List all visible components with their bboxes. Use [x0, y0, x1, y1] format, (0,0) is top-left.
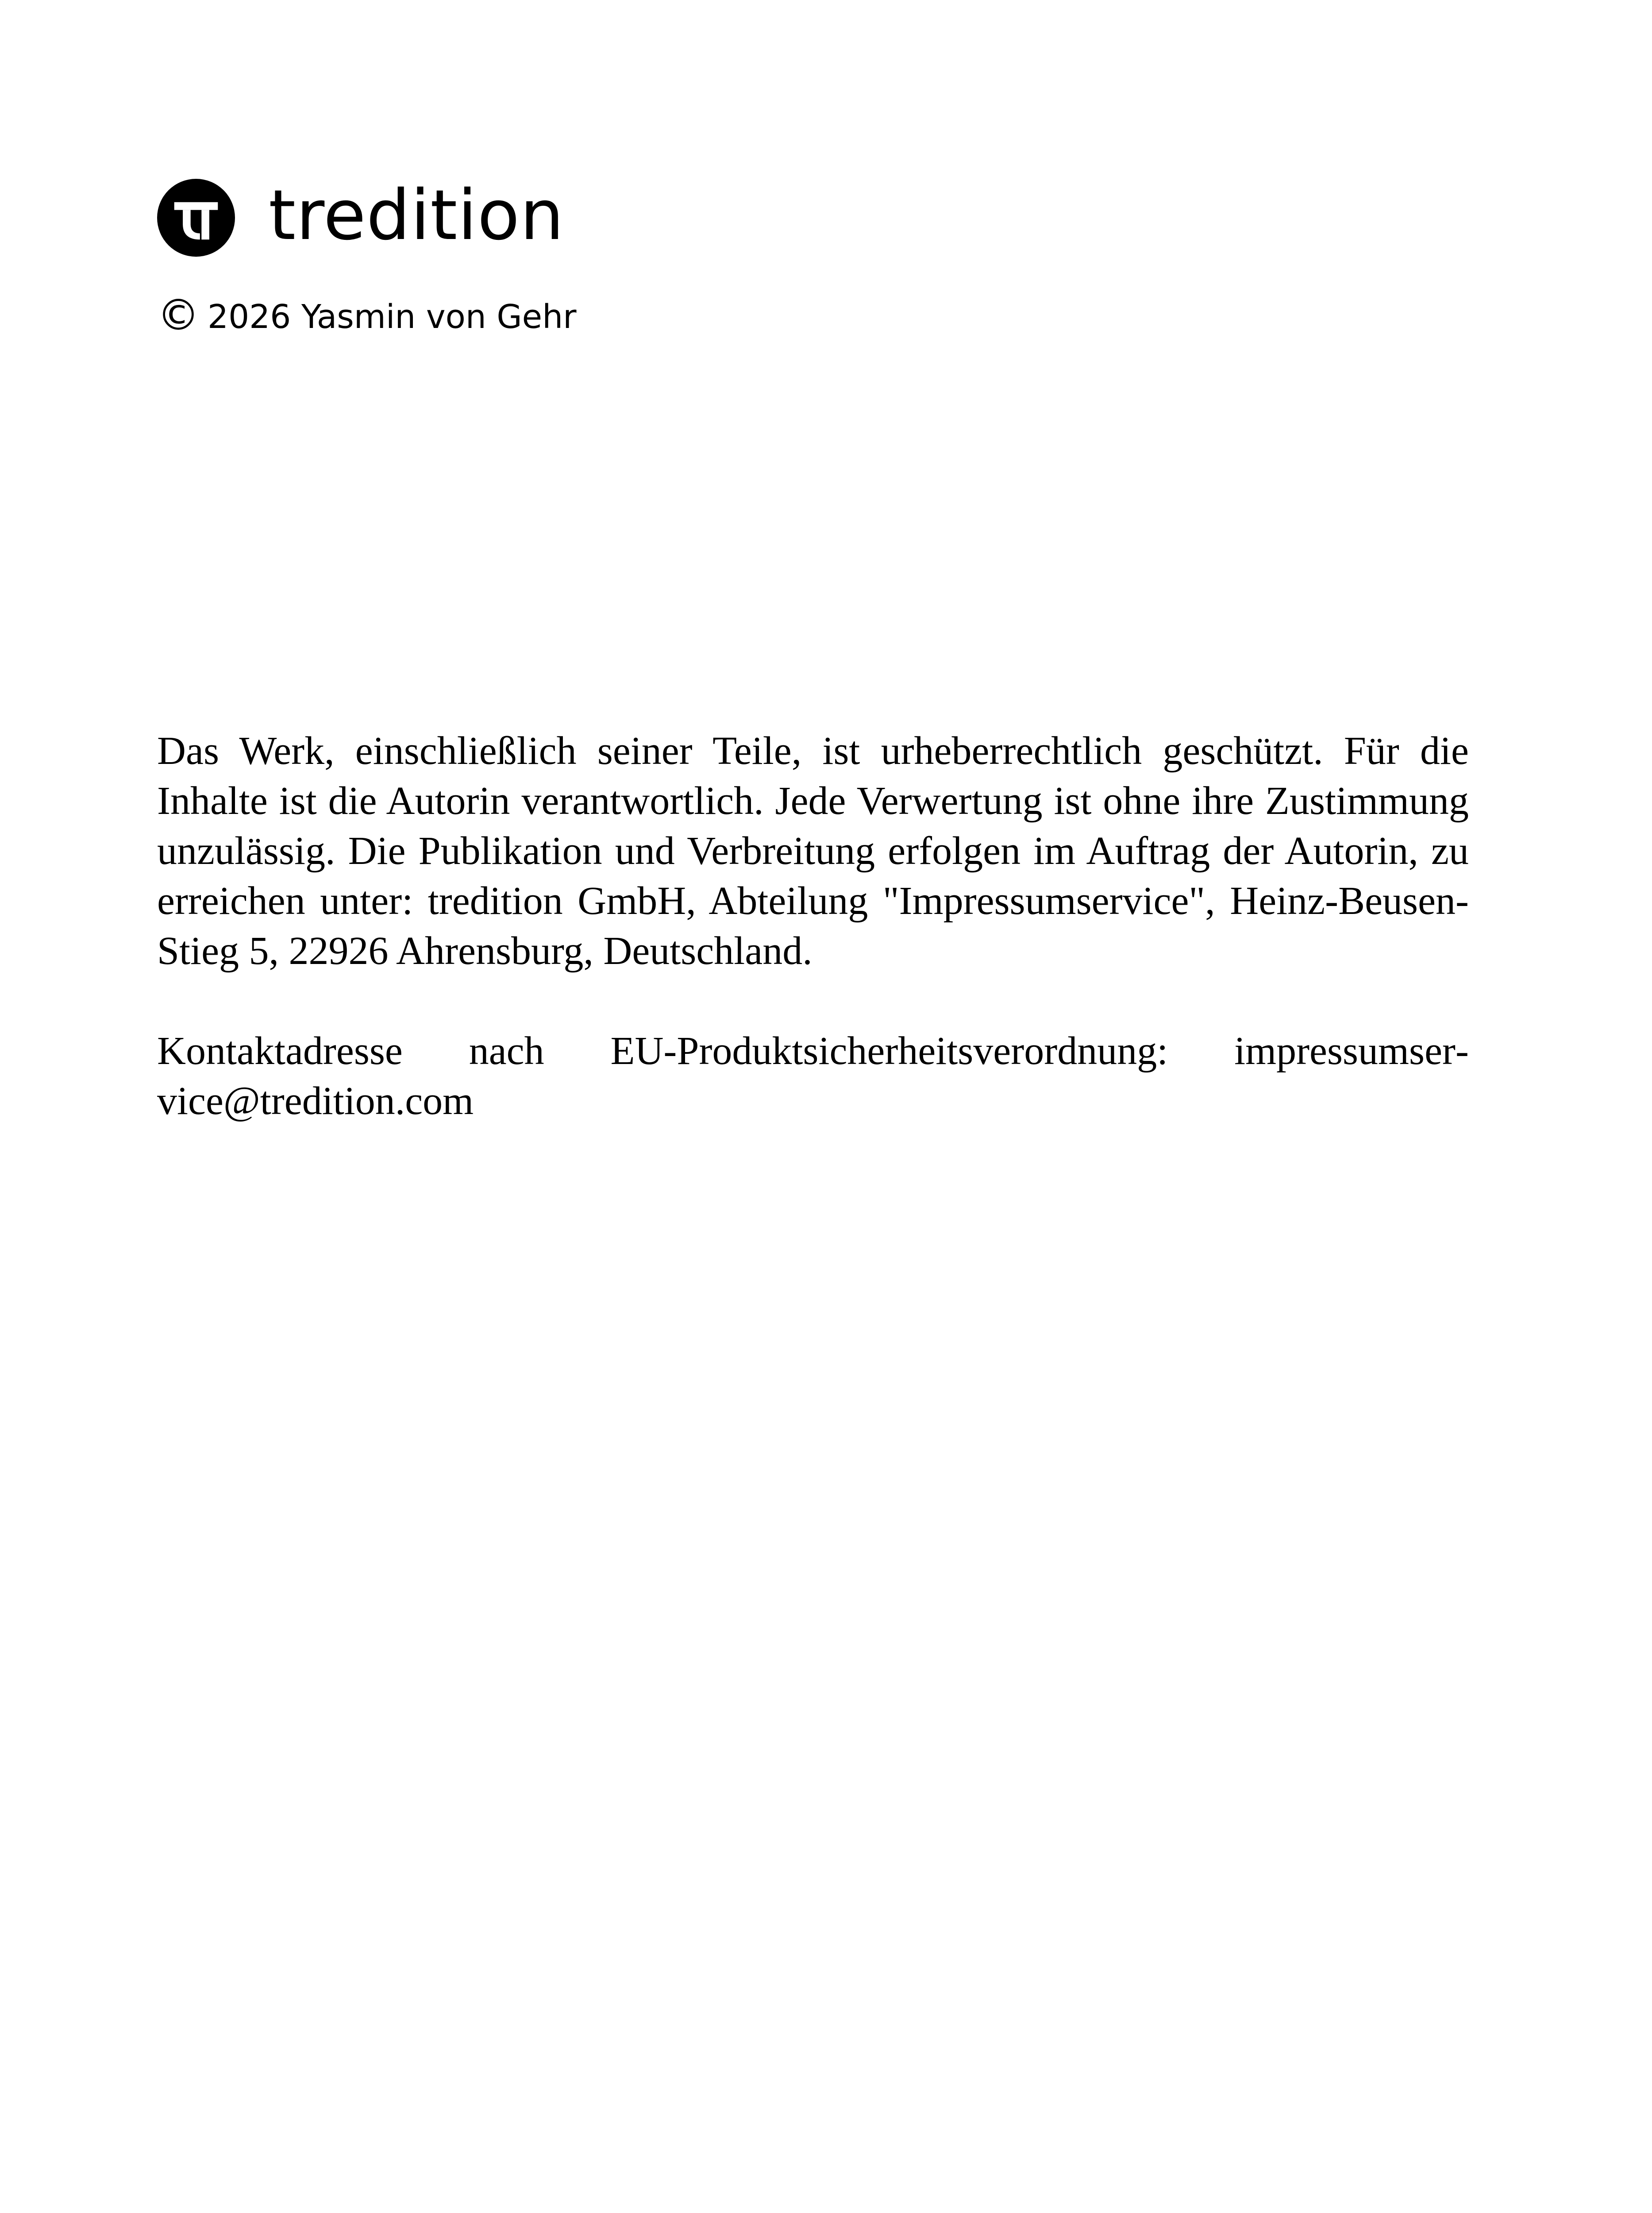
copyright-icon: © [157, 290, 200, 340]
tredition-logo-icon [157, 179, 235, 257]
copyright-line [157, 290, 577, 340]
contact-address-paragraph: Kontaktadresse nach EU-Produktsicherheitsverordnung: impressumservice@tredition.com [157, 1029, 1469, 1123]
publisher-name: tredition [269, 175, 565, 255]
publisher-logo [157, 175, 565, 258]
legal-notice-paragraph: Das Werk, einschließlich seiner Teile, ist urheberrechtlich geschützt. Für die Inhalte ist die Autorin verantwortlich. Jede Verwertung ist ohne ihre Zustimmung unzulässig. Die Publikation und Verbreitung erfolgen im Auftrag der Autorin, zu erreichen unter: tredition GmbH, Abteilung "Impressumservice", Heinz-Beusen-Stieg 5, 22926 Ahrensburg, Deutschland. [157, 729, 1469, 973]
copyright-text: 2026 Yasmin von Gehr [208, 297, 577, 336]
